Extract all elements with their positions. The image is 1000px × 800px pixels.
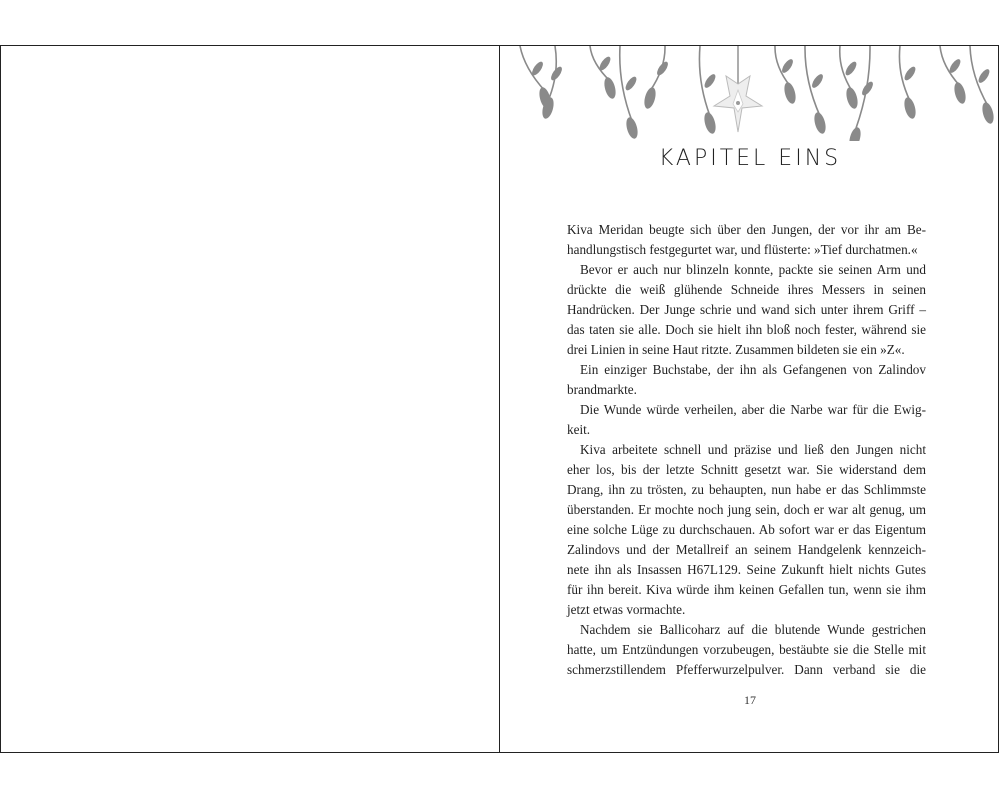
text-line: brandmarkte.: [567, 382, 637, 397]
text-line: Bevor er auch nur blinzeln konnte, packte sie seinen Arm und: [580, 262, 926, 277]
text-line: jetzt etwas vormachte.: [567, 602, 686, 617]
text-line: Drang, ihn zu trösten, zu behaupten, nun habe er das Schlimmste: [567, 482, 926, 497]
text-line: nete ihn als Insassen H67L129. Seine Zukunft hielt nichts Gutes: [567, 562, 926, 577]
text-line: Kiva arbeitete schnell und präzise und ließ den Jungen nicht: [580, 442, 926, 457]
text-line: Die Wunde würde verheilen, aber die Narbe war für die Ewig-: [580, 402, 926, 417]
body-text: [567, 220, 926, 680]
text-line: für ihn bereit. Kiva würde ihm keinen Gefallen tun, wenn sie ihm: [567, 582, 926, 597]
text-line: Zalindovs und der Metallreif an seinem Handgelenk kennzeich-: [567, 542, 926, 557]
text-line: hatte, um Entzündungen vorzubeugen, bestäubte sie die Stelle mit: [567, 642, 926, 657]
text-line: eine solche Lüge zu durchschauen. Ab sofort war er das Eigentum: [567, 522, 926, 537]
text-line: eher los, bis der letzte Schnitt gesetzt war. Sie widerstand dem: [567, 462, 926, 477]
text-line: keit.: [567, 422, 591, 437]
text-line: das taten sie alle. Doch sie hielt ihn bloß noch fester, während sie: [567, 322, 926, 337]
text-line: drückte die weiß glühende Schneide ihres Messers in seinen: [567, 282, 926, 297]
text-line: handlungstisch festgegurtet war, und flüsterte: »Tief durchatmen.«: [567, 242, 918, 257]
left-page-blank: [0, 45, 499, 753]
page-number: 17: [744, 693, 756, 707]
text-line: Kiva Meridan beugte sich über den Jungen, der vor ihr am Be-: [567, 222, 926, 237]
text-line: Handrücken. Der Junge schrie und wand sich unter ihrem Griff –: [567, 302, 926, 317]
hanging-leaves-and-lily-icon: [500, 46, 999, 141]
book-spread: [0, 45, 1000, 753]
chapter-title: KAPITEL EINS: [658, 146, 842, 171]
text-line: schmerzstillendem Pfefferwurzelpulver. Dann verband sie die: [567, 662, 926, 677]
text-line: Ein einziger Buchstabe, der ihn als Gefangenen von Zalindov: [580, 362, 926, 377]
right-page: [499, 45, 999, 753]
text-line: drei Linien in seine Haut ritzte. Zusammen bildeten sie ein »Z«.: [567, 342, 905, 357]
text-line: Nachdem sie Ballicoharz auf die blutende Wunde gestrichen: [580, 622, 926, 637]
text-line: überstanden. Er mochte noch jung sein, doch er war alt genug, um: [567, 502, 926, 517]
